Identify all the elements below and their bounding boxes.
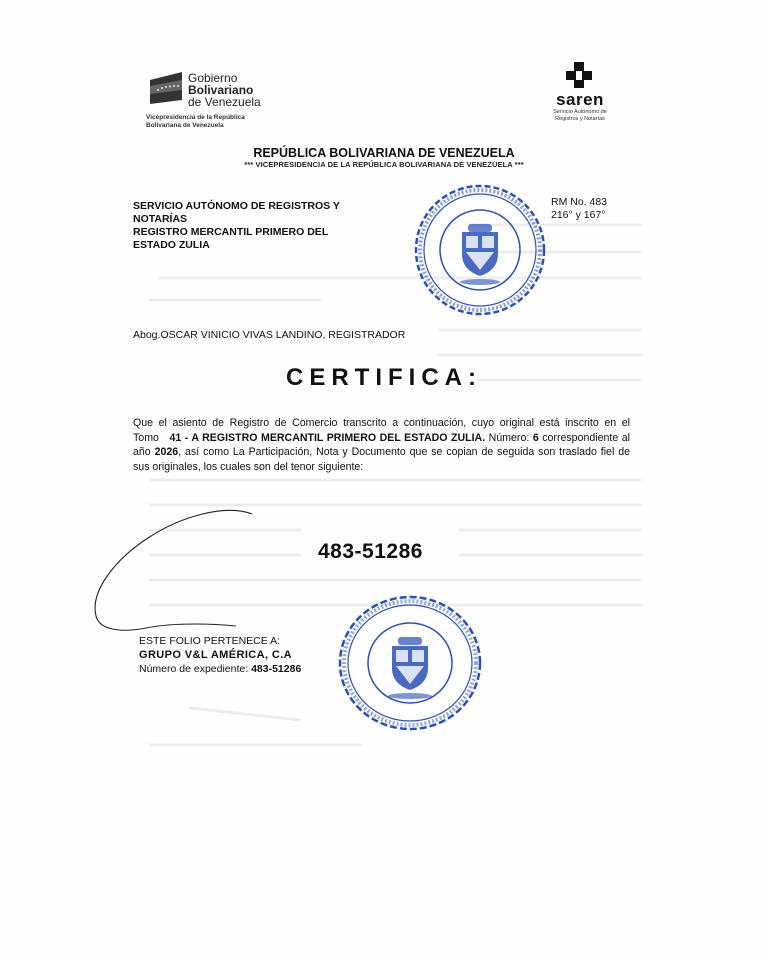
folio-owner-block xyxy=(139,634,301,676)
expediente-number: 483-51286 xyxy=(251,663,302,675)
office-line-1: SERVICIO AUTÓNOMO DE REGISTROS Y xyxy=(133,200,340,212)
body-anio: 2026 xyxy=(154,446,179,458)
gob-logo-sub-line-1: Vicepresidencia de la República xyxy=(146,114,245,121)
gob-logo-subtitle xyxy=(146,114,245,129)
office-line-4: ESTADO ZULIA xyxy=(133,239,210,251)
expediente-label: Número de expediente: xyxy=(139,663,249,675)
folio-label: ESTE FOLIO PERTENECE A: xyxy=(139,635,281,647)
saren-wordmark: saren xyxy=(556,90,604,109)
rm-block xyxy=(551,196,607,222)
document-title: REPÚBLICA BOLIVARIANA DE VENEZUELA xyxy=(253,146,515,160)
folio-expediente xyxy=(139,662,301,676)
rm-number: RM No. 483 xyxy=(551,196,608,208)
gob-logo-line-1: Gobierno xyxy=(188,71,238,85)
signature-stroke xyxy=(86,508,256,638)
gob-logo-line-3: de Venezuela xyxy=(188,95,261,109)
office-line-3: REGISTRO MERCANTIL PRIMERO DEL xyxy=(133,226,329,238)
registrar-name: Abog.OSCAR VINICIO VIVAS LANDINO, REGISTRADOR xyxy=(133,329,406,341)
saren-mark-icon xyxy=(560,60,600,90)
gob-logo-sub-line-2: Bolivariana de Venezuela xyxy=(146,121,224,129)
folio-company: GRUPO V&L AMÉRICA, C.A xyxy=(139,649,293,661)
saren-sub-line-2: Registros y Notarías xyxy=(555,115,605,122)
body-part-3: correspondiente al año xyxy=(133,431,630,458)
body-part-4: , así como La Participación, Nota y Documento que se copian de seguida son traslado fiel de sus originales, los cuales son del tenor siguiente: xyxy=(133,446,630,473)
document-subtitle: *** VICEPRESIDENCIA DE LA REPÚBLICA BOLIVARIANA DE VENEZUELA *** xyxy=(244,160,524,169)
rm-code: 216° y 167° xyxy=(551,209,606,221)
saren-logo xyxy=(540,60,620,130)
gob-logo-line-2: Bolivariano xyxy=(188,83,254,97)
body-part-2: Número: xyxy=(488,431,530,444)
body-numero: 6 xyxy=(532,431,539,444)
official-seal-stamp-bottom xyxy=(330,588,490,738)
certifica-heading: CERTIFICA: xyxy=(286,364,482,391)
office-block xyxy=(133,200,373,252)
office-line-2: NOTARÍAS xyxy=(133,213,188,225)
body-tomo: 41 - A REGISTRO MERCANTIL PRIMERO DEL ESTADO ZULIA. xyxy=(169,431,486,444)
saren-sub-line-1: Servicio Autónomo de xyxy=(553,109,607,115)
folio-number: 483-51286 xyxy=(318,540,423,563)
official-seal-stamp-top xyxy=(410,180,550,320)
gobierno-bolivariano-logo xyxy=(146,64,286,134)
venezuela-flag-icon xyxy=(146,70,184,106)
certification-body xyxy=(133,416,630,474)
body-part-1: Que el asiento de Registro de Comercio transcrito a continuación, cuyo original está inscrito en el Tomo xyxy=(133,417,630,444)
